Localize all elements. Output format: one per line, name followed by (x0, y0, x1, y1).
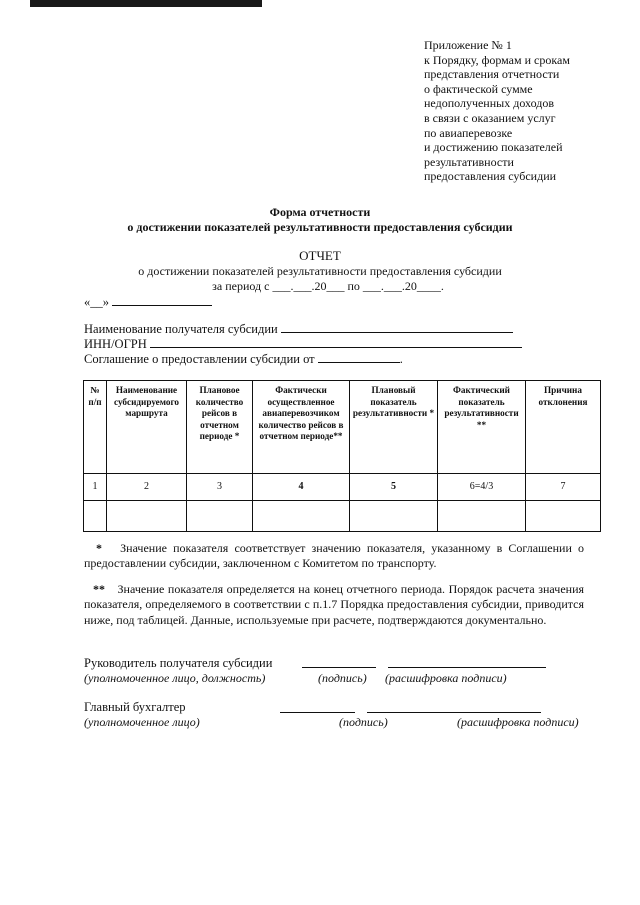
table-cell (107, 501, 187, 532)
header-cell: Плановый показатель результативности * (350, 381, 438, 474)
note-2 (84, 582, 584, 628)
appendix-block (424, 38, 624, 184)
table-cell (350, 501, 438, 532)
table-cell (187, 501, 253, 532)
table-header-row (84, 381, 601, 474)
acct-decode-caption: (расшифровка подписи) (457, 715, 579, 729)
inn-label: ИНН/ОГРН (84, 337, 147, 351)
acct-sign-caption: (подпись) (339, 715, 388, 729)
appendix-line: по авиаперевозке (424, 125, 513, 140)
appendix-line: в связи с оказанием услуг (424, 110, 556, 125)
header-cell: Причина отклонения (526, 381, 601, 474)
note-2-star: ** (93, 582, 105, 596)
recipient-label: Наименование получателя субсидии (84, 322, 278, 336)
report-table (83, 380, 601, 532)
agreement-blank (318, 351, 400, 363)
scan-artifact-bar (30, 0, 262, 7)
report-date (84, 294, 212, 310)
appendix-line: Приложение № 1 (424, 38, 512, 52)
form-subtitle: о достижении показателей результативности предоставления субсидии (127, 220, 513, 234)
acct-sub: (уполномоченное лицо) (84, 715, 200, 729)
number-cell: 4 (253, 474, 350, 501)
appendix-line: и достижению показателей (424, 140, 563, 155)
number-cell: 2 (107, 474, 187, 501)
report-subtitle: о достижении показателей результативности предоставления субсидии (138, 264, 502, 278)
number-cell: 3 (187, 474, 253, 501)
agreement-suffix: . (399, 352, 403, 366)
report-heading: ОТЧЕТ (299, 248, 341, 263)
appendix-line: о фактической сумме (424, 81, 533, 96)
number-cell: 6=4/3 (438, 474, 526, 501)
appendix-line: результативности (424, 154, 514, 169)
table-cell (526, 501, 601, 532)
head-sign-caption: (подпись) (318, 671, 367, 685)
acct-decode-line (367, 712, 541, 713)
head-decode-line (388, 667, 546, 668)
acct-label: Главный бухгалтер (84, 700, 186, 714)
head-sub: (уполномоченное лицо, должность) (84, 671, 266, 685)
acct-sign-line (280, 712, 355, 713)
table-cell (438, 501, 526, 532)
head-decode-caption: (расшифровка подписи) (385, 671, 507, 685)
form-title: Форма отчетности (269, 205, 371, 219)
recipient-row (84, 321, 513, 337)
note-1 (84, 541, 584, 572)
table-row (84, 501, 601, 532)
number-cell: 5 (350, 474, 438, 501)
header-cell: № п/п (84, 381, 107, 474)
header-cell: Наименование субсидируемого маршрута (107, 381, 187, 474)
agreement-row (84, 351, 403, 367)
note-1-star: * (96, 541, 102, 555)
number-cell: 1 (84, 474, 107, 501)
header-cell: Фактический показатель результативности ** (438, 381, 526, 474)
head-label: Руководитель получателя субсидии (84, 656, 273, 670)
date-prefix: «__» (84, 295, 109, 309)
appendix-line: недополученных доходов (424, 96, 554, 111)
note-1-text: Значение показателя соответствует значению показателя, указанному в Соглашении о предоставлении субсидии, заключенном с Комитетом по транспорту. (84, 541, 585, 571)
agreement-label: Соглашение о предоставлении субсидии от (84, 352, 315, 366)
head-sign-line (302, 667, 376, 668)
table-cell (253, 501, 350, 532)
number-cell: 7 (526, 474, 601, 501)
recipient-blank (281, 321, 513, 333)
inn-blank (150, 336, 522, 348)
header-cell: Фактически осуществленное авиаперевозчиком количество рейсов в отчетном периоде** (253, 381, 350, 474)
appendix-line: предоставления субсидии (424, 169, 557, 184)
appendix-line: к Порядку, формам и срокам (424, 52, 570, 67)
header-cell: Плановое количество рейсов в отчетном периоде * (187, 381, 253, 474)
table-number-row (84, 474, 601, 501)
note-2-text: Значение показателя определяется на конец отчетного периода. Порядок расчета значения показателя, определяемого в соответствии с п.1.7 Порядка предоставления субсидии, приводится ниже, под таблицей. Данные, используемые при расчете, подтверждаются документально. (84, 582, 585, 627)
appendix-line: представления отчетности (424, 67, 560, 82)
table-cell (84, 501, 107, 532)
date-blank (112, 294, 212, 306)
inn-row (84, 336, 522, 352)
report-period: за период с ___.___.20___ по ___.___.20____. (212, 279, 444, 293)
